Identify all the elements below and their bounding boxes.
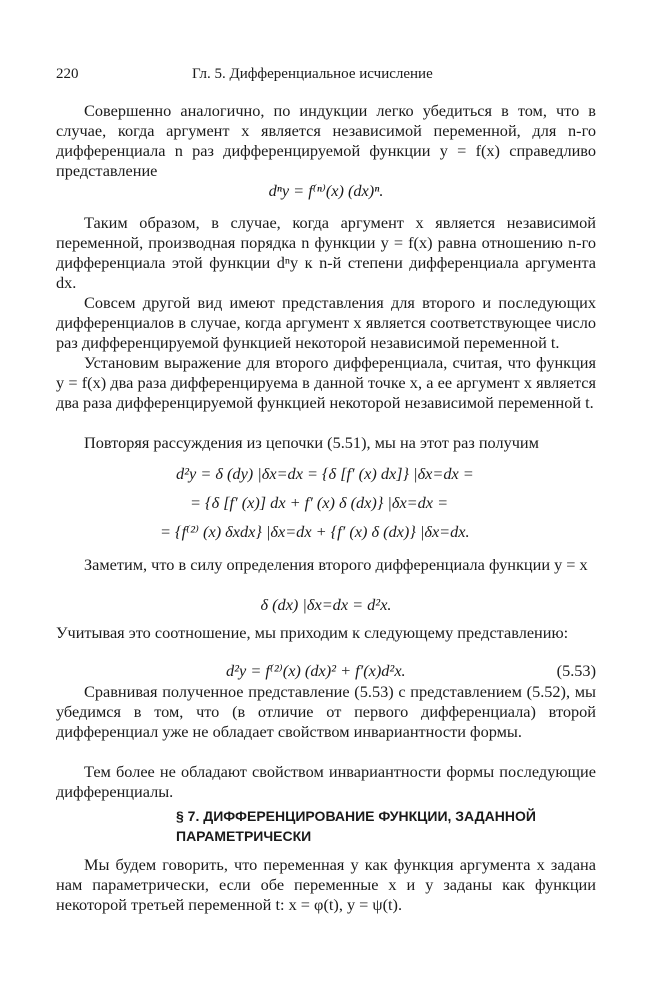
paragraph-relation: Учитывая это соотношение, мы приходим к следующему представлению: <box>56 623 569 642</box>
running-header <box>56 66 596 90</box>
section-heading-line-2: ПАРАМЕТРИЧЕСКИ <box>176 828 312 844</box>
section-heading <box>56 806 596 846</box>
paragraph-parametric: Мы будем говорить, что переменная y как функция аргумента x задана нам параметрически, если обе переменные x и y заданы как функции некоторой третьей переменной t: x = φ(t), y = ψ(t). <box>56 855 596 914</box>
paragraph-second-differential: Установим выражение для второго дифференциала, считая, что функция y = f(x) два раза дифференцируема в данной точке x, а ее аргумент x является два раза дифференцируемой функцией некоторой независимой переменной t. <box>56 353 596 412</box>
page-number: 220 <box>56 66 79 82</box>
running-title: Гл. 5. Дифференциальное исчисление <box>192 66 433 82</box>
formula-chain-line-2: = {δ [f′ (x)] dx + f′ (x) δ (dx)} |δx=dx = <box>190 493 449 512</box>
formula-chain-line-3: = {f⁽²⁾ (x) δxdx} |δx=dx + {f′ (x) δ (dx)} |δx=dx. <box>160 522 470 541</box>
paragraph-repeating: Повторяя рассуждения из цепочки (5.51), мы на этот раз получим <box>84 433 539 452</box>
section-heading-line-1: § 7. ДИФФЕРЕНЦИРОВАНИЕ ФУНКЦИИ, ЗАДАННОЙ <box>176 808 536 824</box>
formula-5-53 <box>56 661 596 681</box>
paragraph-induction: Совершенно аналогично, по индукции легко убедиться в том, что в случае, когда аргумент x является независимой переменной, для n-го дифференциала n раз дифференцируемой функции y = f(x) справедливо представление <box>56 101 596 180</box>
formula-delta-dx: δ (dx) |δx=dx = d²x. <box>260 595 392 614</box>
formula-chain-line-1: d²y = δ (dy) |δx=dx = {δ [f′ (x) dx]} |δx=dx = <box>176 464 474 483</box>
paragraph-comparison: Сравнивая полученное представление (5.53) с представлением (5.52), мы убедимся в том, что (в отличие от первого дифференциала) второй дифференциал уже не обладает свойством инвариантности формы. <box>56 682 596 741</box>
paragraph-other-form: Совсем другой вид имеют представления для второго и последующих дифференциалов в случае, когда аргумент x является соответствующее число раз дифференцируемой функцией некоторой независимой переменной t. <box>56 293 596 352</box>
paragraph-derivative-ratio: Таким образом, в случае, когда аргумент x является независимой переменной, производная порядка n функции y = f(x) равна отношению n-го дифференциала этой функции dⁿy к n-й степени дифференциала аргумента dx. <box>56 213 596 292</box>
paragraph-higher-differentials: Тем более не обладают свойством инвариантности формы последующие дифференциалы. <box>56 762 596 801</box>
paragraph-note: Заметим, что в силу определения второго дифференциала функции y = x <box>84 555 588 574</box>
formula-nth-differential: dⁿy = f⁽ⁿ⁾(x) (dx)ⁿ. <box>268 181 384 200</box>
formula-5-53-body: d²y = f⁽²⁾(x) (dx)² + f′(x)d²x. <box>226 661 406 680</box>
equation-number: (5.53) <box>556 661 596 680</box>
